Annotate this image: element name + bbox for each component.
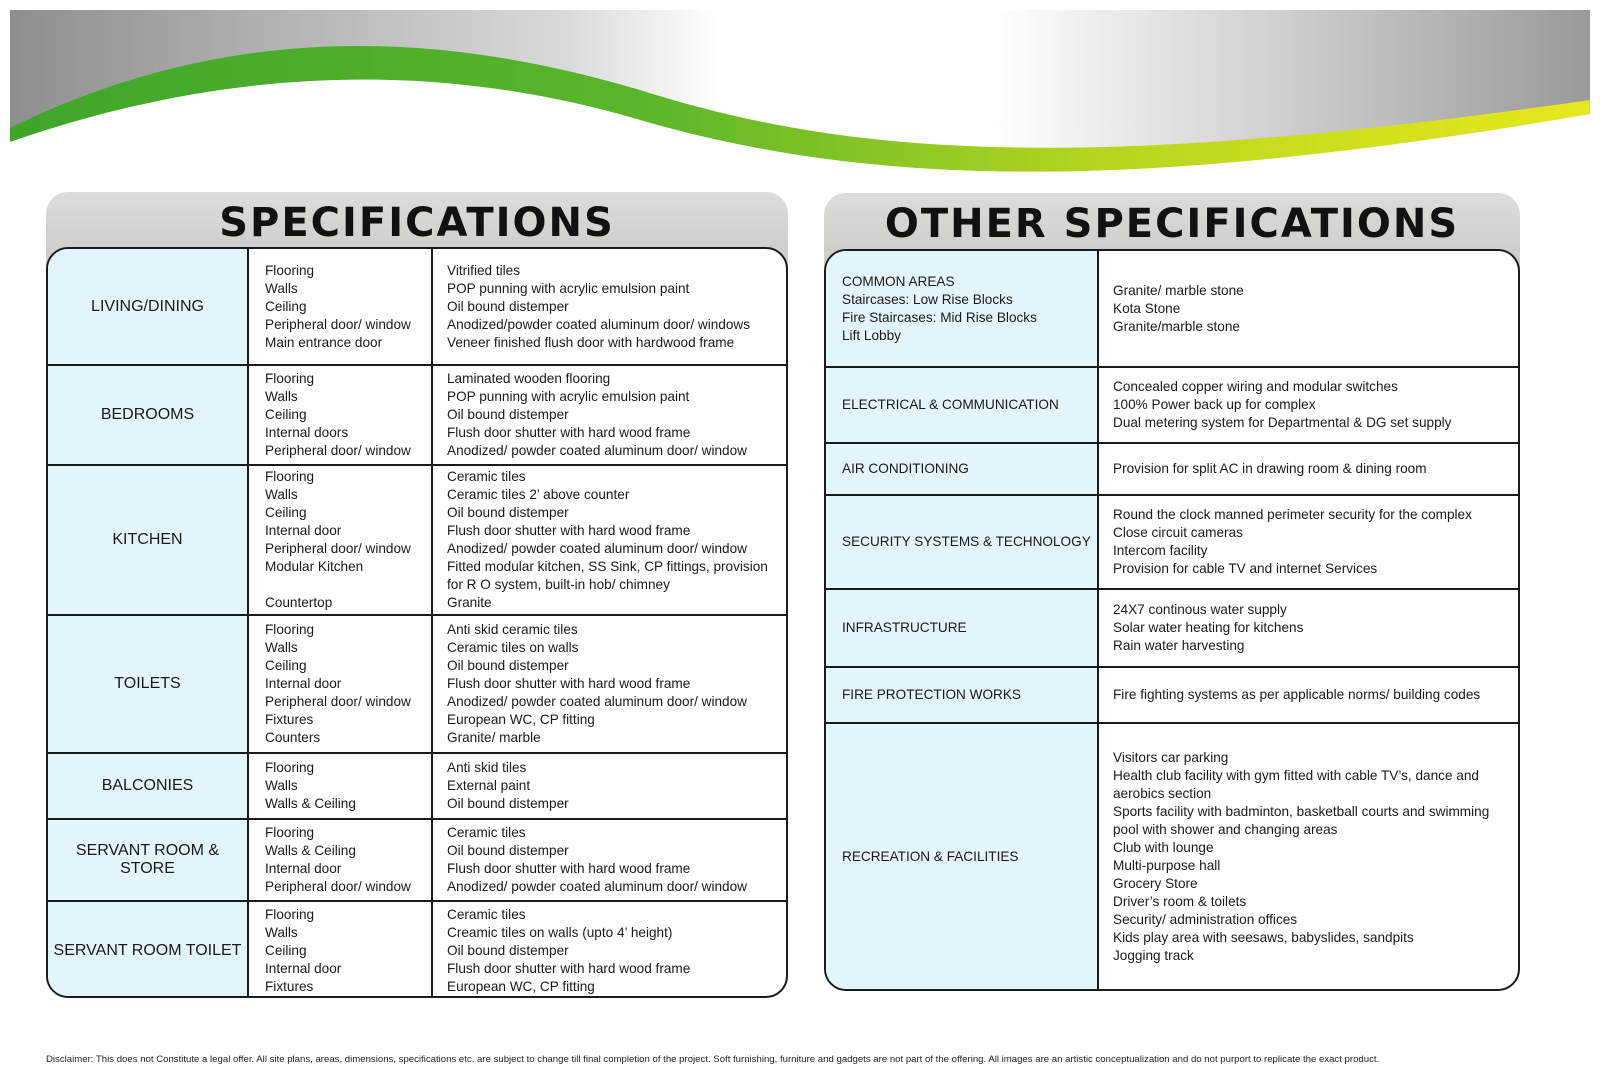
spec-detail: Fitted modular kitchen, SS Sink, CP fittings, provision (447, 559, 768, 574)
spec-item: Ceiling (265, 298, 307, 314)
other-spec-detail: Close circuit cameras (1113, 525, 1243, 540)
other-spec-details (1098, 251, 1518, 367)
spec-details (432, 753, 786, 819)
spec-detail: Anodized/ powder coated aluminum door/ window (447, 879, 747, 894)
other-spec-detail: Visitors car parking (1113, 749, 1229, 765)
spec-detail: Flush door shutter with hard wood frame (447, 676, 691, 691)
other-spec-category (826, 667, 1098, 723)
spec-items (248, 365, 432, 465)
spec-detail: Oil bound distemper (447, 843, 569, 858)
spec-detail: Anodized/ powder coated aluminum door/ window (447, 694, 747, 709)
other-spec-detail: Dual metering system for Departmental & DG set supply (1113, 415, 1452, 430)
spec-detail: Anodized/ powder coated aluminum door/ window (447, 541, 747, 556)
spec-item: Peripheral door/ window (265, 694, 411, 709)
spec-item: Peripheral door/ window (265, 316, 411, 332)
specifications-title: SPECIFICATIONS (219, 200, 615, 246)
spec-detail: Oil bound distemper (447, 505, 569, 520)
other-spec-details (1098, 443, 1518, 495)
spec-detail: External paint (447, 778, 531, 793)
other-spec-detail: Health club facility with gym fitted with cable TV’s, dance and (1113, 767, 1479, 783)
spec-detail: Anodized/ powder coated aluminum door/ window (447, 443, 747, 458)
other-spec-category-line: FIRE PROTECTION WORKS (842, 687, 1021, 702)
other-spec-details (1098, 495, 1518, 589)
spec-detail: Anodized/powder coated aluminum door/ windows (447, 316, 751, 332)
spec-item: Walls (265, 924, 298, 940)
spec-item: Internal door (265, 861, 342, 876)
other-spec-row (826, 667, 1518, 723)
spec-item: Ceiling (265, 407, 307, 422)
other-spec-detail: Intercom facility (1113, 543, 1208, 558)
spec-detail: Ceramic tiles (447, 906, 526, 922)
spec-item: Internal door (265, 676, 342, 691)
other-spec-row (826, 251, 1518, 367)
spec-item: Flooring (265, 825, 315, 840)
spec-detail: Vitrified tiles (447, 262, 521, 278)
spec-detail: Creamic tiles on walls (upto 4’ height) (447, 924, 673, 940)
spec-item: Walls (265, 487, 298, 502)
other-spec-category (826, 495, 1098, 589)
spec-detail: European WC, CP fitting (447, 978, 595, 994)
spec-item: Peripheral door/ window (265, 541, 411, 556)
other-spec-detail: Provision for split AC in drawing room & dining room (1113, 461, 1427, 476)
spec-item: Internal door (265, 523, 342, 538)
other-spec-detail: Driver’s room & toilets (1113, 893, 1247, 909)
spec-detail: Oil bound distemper (447, 298, 569, 314)
spec-row (48, 249, 786, 365)
spec-details (432, 365, 786, 465)
other-spec-detail: Solar water heating for kitchens (1113, 620, 1304, 635)
spec-detail: Veneer finished flush door with hardwood frame (447, 334, 735, 350)
other-spec-detail: Multi-purpose hall (1113, 857, 1221, 873)
spec-item: Flooring (265, 906, 315, 922)
spec-detail: Flush door shutter with hard wood frame (447, 960, 691, 976)
spec-item: Flooring (265, 760, 315, 775)
spec-detail: Granite (447, 595, 492, 610)
other-spec-category-line: Staircases: Low Rise Blocks (842, 291, 1013, 307)
spec-detail: POP punning with acrylic emulsion paint (447, 389, 690, 404)
spec-item: Flooring (265, 622, 315, 637)
spec-detail: Oil bound distemper (447, 942, 569, 958)
other-specifications-title: OTHER SPECIFICATIONS (884, 201, 1460, 247)
other-spec-details (1098, 723, 1518, 989)
spec-items (248, 249, 432, 365)
other-spec-category-line: RECREATION & FACILITIES (842, 848, 1019, 864)
other-spec-row (826, 443, 1518, 495)
other-spec-detail: Security/ administration offices (1113, 911, 1298, 927)
spec-detail: Flush door shutter with hard wood frame (447, 425, 691, 440)
spec-item: Walls (265, 389, 298, 404)
other-spec-detail: Kota Stone (1113, 300, 1181, 316)
spec-item: Ceiling (265, 942, 307, 958)
spec-item: Flooring (265, 262, 315, 278)
spec-detail: Anti skid ceramic tiles (447, 622, 578, 637)
spec-details (432, 249, 786, 365)
spec-category: KITCHEN (48, 465, 248, 615)
other-spec-detail: Sports facility with badminton, basketball courts and swimming (1113, 803, 1490, 819)
spec-item: Walls (265, 778, 298, 793)
spec-category: BALCONIES (48, 753, 248, 819)
spec-item (265, 576, 430, 594)
other-spec-category (826, 723, 1098, 989)
spec-row (48, 615, 786, 753)
other-spec-details (1098, 367, 1518, 443)
spec-item: Main entrance door (265, 334, 383, 350)
spec-row (48, 465, 786, 615)
spec-item: Flooring (265, 469, 315, 484)
spec-item: Walls (265, 280, 298, 296)
other-spec-category-line: ELECTRICAL & COMMUNICATION (842, 397, 1059, 412)
other-spec-detail: Concealed copper wiring and modular switches (1113, 379, 1398, 394)
spec-item: Walls & Ceiling (265, 843, 356, 858)
spec-detail: Ceramic tiles 2’ above counter (447, 487, 630, 502)
spec-category: LIVING/DINING (48, 249, 248, 365)
spec-row (48, 819, 786, 901)
spec-detail: Granite/ marble (447, 730, 541, 745)
spec-item: Peripheral door/ window (265, 879, 411, 894)
spec-detail: Flush door shutter with hard wood frame (447, 523, 691, 538)
disclaimer-text: Disclaimer: This does not Constitute a legal offer. All site plans, areas, dimensions, specifications etc. are subject to change till final completion of the project. Soft furnishing, furniture and gadgets are not part of the offering. All images are an artistic conceptualization and do not purport to replicate the exact product. (46, 1054, 1380, 1065)
other-spec-row (826, 367, 1518, 443)
spec-details (432, 465, 786, 615)
spec-items (248, 819, 432, 901)
spec-item: Flooring (265, 371, 315, 386)
spec-detail: Ceramic tiles (447, 469, 526, 484)
spec-row (48, 365, 786, 465)
other-spec-category-line: Lift Lobby (842, 327, 901, 343)
spec-item: Internal door (265, 960, 342, 976)
spec-detail: Laminated wooden flooring (447, 371, 611, 386)
spec-detail: Flush door shutter with hard wood frame (447, 861, 691, 876)
other-spec-details (1098, 667, 1518, 723)
spec-detail: European WC, CP fitting (447, 712, 595, 727)
spec-item: Fixtures (265, 712, 314, 727)
spec-item: Modular Kitchen (265, 559, 364, 574)
spec-category: BEDROOMS (48, 365, 248, 465)
spec-row (48, 901, 786, 998)
spec-row (48, 753, 786, 819)
spec-category: TOILETS (48, 615, 248, 753)
spec-detail: Anti skid tiles (447, 760, 527, 775)
other-spec-detail: aerobics section (1113, 785, 1212, 801)
other-spec-detail: Fire fighting systems as per applicable norms/ building codes (1113, 687, 1481, 702)
other-spec-row (826, 723, 1518, 989)
other-spec-detail: Club with lounge (1113, 839, 1214, 855)
other-spec-detail: Round the clock manned perimeter security for the complex (1113, 507, 1472, 522)
spec-detail: Ceramic tiles (447, 825, 526, 840)
spec-item: Internal doors (265, 425, 349, 440)
spec-item: Peripheral door/ window (265, 443, 411, 458)
spec-item: Counters (265, 730, 321, 745)
spec-detail: for R O system, built-in hob/ chimney (447, 577, 670, 592)
spec-detail: Ceramic tiles on walls (447, 640, 579, 655)
other-spec-category-line: Fire Staircases: Mid Rise Blocks (842, 309, 1037, 325)
spec-details (432, 819, 786, 901)
other-spec-detail: Kids play area with seesaws, babyslides, sandpits (1113, 929, 1414, 945)
other-spec-category-line: SECURITY SYSTEMS & TECHNOLOGY (842, 534, 1091, 549)
other-spec-category (826, 367, 1098, 443)
other-spec-detail: Granite/marble stone (1113, 318, 1240, 334)
spec-item: Ceiling (265, 505, 307, 520)
other-spec-detail: Jogging track (1113, 947, 1194, 963)
other-spec-category (826, 443, 1098, 495)
other-spec-detail: Grocery Store (1113, 875, 1198, 891)
other-spec-category-line: COMMON AREAS (842, 273, 955, 289)
decorative-wave-banner (0, 0, 1600, 190)
other-spec-details (1098, 589, 1518, 667)
other-spec-detail: 24X7 continous water supply (1113, 602, 1287, 617)
spec-detail: POP punning with acrylic emulsion paint (447, 280, 690, 296)
other-spec-category-line: INFRASTRUCTURE (842, 620, 967, 635)
spec-item: Walls & Ceiling (265, 796, 356, 811)
other-spec-category (826, 589, 1098, 667)
specifications-table (46, 247, 788, 998)
spec-items (248, 615, 432, 753)
spec-item: Walls (265, 640, 298, 655)
other-spec-category-line: AIR CONDITIONING (842, 461, 969, 476)
other-specifications-table (824, 249, 1520, 991)
other-spec-row (826, 495, 1518, 589)
spec-detail: Oil bound distemper (447, 407, 569, 422)
spec-item: Ceiling (265, 658, 307, 673)
spec-item: Countertop (265, 595, 333, 610)
spec-detail: Oil bound distemper (447, 658, 569, 673)
spec-category: SERVANT ROOM & STORE (48, 819, 248, 901)
spec-details (432, 901, 786, 998)
other-spec-detail: pool with shower and changing areas (1113, 821, 1338, 837)
spec-items (248, 465, 432, 615)
spec-items (248, 753, 432, 819)
other-spec-detail: Rain water harvesting (1113, 638, 1245, 653)
spec-items (248, 901, 432, 998)
other-spec-detail: 100% Power back up for complex (1113, 397, 1316, 412)
other-spec-detail: Granite/ marble stone (1113, 282, 1244, 298)
spec-category: SERVANT ROOM TOILET (48, 901, 248, 998)
other-spec-detail: Provision for cable TV and internet Services (1113, 561, 1378, 576)
spec-detail: Oil bound distemper (447, 796, 569, 811)
other-spec-row (826, 589, 1518, 667)
other-spec-category (826, 251, 1098, 367)
spec-item: Fixtures (265, 978, 314, 994)
spec-details (432, 615, 786, 753)
